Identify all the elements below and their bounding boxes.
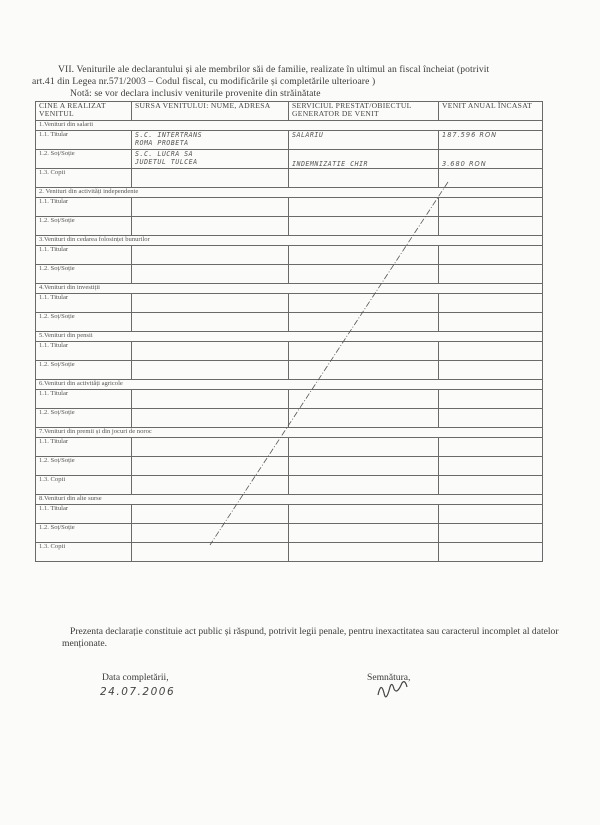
- handwritten-source: S.C. LUCRA SA JUDETUL TULCEA: [132, 150, 289, 169]
- row-label-titular: 1.1. Titular: [36, 198, 132, 217]
- section-salaries: 1.Venituri din salarii: [36, 121, 543, 131]
- row-label-spouse: 1.2. Soț/Soție: [36, 313, 132, 332]
- handwritten-service: INDEMNIZATIE CHIR: [289, 150, 439, 169]
- row-label-spouse: 1.2. Soț/Soție: [36, 361, 132, 380]
- row-label-spouse: 1.2. Soț/Soție: [36, 524, 132, 543]
- header-note: Notă: se vor declara inclusiv veniturile provenite din străinătate: [70, 88, 321, 99]
- date-value: 24.07.2006: [100, 686, 176, 698]
- handwritten-amount: 187.596 RON: [439, 131, 543, 150]
- handwritten-service: SALARIU: [289, 131, 439, 150]
- row-label-titular: 1.1. Titular: [36, 131, 132, 150]
- column-header-who: CINE A REALIZAT VENITUL: [36, 102, 132, 121]
- row-label-children: 1.3. Copii: [36, 476, 132, 495]
- column-header-service: SERVICIUL PRESTAT/OBIECTUL GENERATOR DE VENIT: [289, 102, 439, 121]
- row-label-titular: 1.1. Titular: [36, 505, 132, 524]
- row-label-spouse: 1.2. Soț/Soție: [36, 409, 132, 428]
- header-law-line: art.41 din Legea nr.571/2003 – Codul fiscal, cu modificările și completările ulterioare ): [32, 76, 376, 87]
- table-header-row: [36, 102, 543, 121]
- section-property-use: 3.Venituri din cedarea folosinței bunurilor: [36, 236, 543, 246]
- column-header-income: VENIT ANUAL ÎNCASAT: [439, 102, 543, 121]
- row-label-spouse: 1.2. Soț/Soție: [36, 217, 132, 236]
- row-label-spouse: 1.2. Soț/Soție: [36, 265, 132, 284]
- row-label-spouse: 1.2. Soț/Soție: [36, 150, 132, 169]
- header-title-line: VII. Veniturile ale declarantului și ale membrilor săi de familie, realizate în ultimul an fiscal încheiat (potrivit: [58, 64, 490, 75]
- column-header-source: SURSA VENITULUI: NUME, ADRESA: [132, 102, 289, 121]
- row-label-titular: 1.1. Titular: [36, 342, 132, 361]
- declaration-statement: Prezenta declarație constituie act public și răspund, potrivit legii penale, pentru inexactitatea sau caracterul incomplet al datelor menționate.: [62, 626, 559, 649]
- date-label: Data completării,: [102, 672, 169, 683]
- section-agricultural: 6.Venituri din activități agricole: [36, 380, 543, 390]
- signature-mark: [378, 682, 407, 697]
- section-independent: 2. Venituri din activități independente: [36, 188, 543, 198]
- row-label-titular: 1.1. Titular: [36, 246, 132, 265]
- row-label-titular: 1.1. Titular: [36, 390, 132, 409]
- section-investments: 4.Venituri din investiții: [36, 284, 543, 294]
- row-label-children: 1.3. Copii: [36, 169, 132, 188]
- section-pensions: 5.Venituri din pensii: [36, 332, 543, 342]
- income-table: [35, 101, 543, 562]
- row-label-spouse: 1.2. Soț/Soție: [36, 457, 132, 476]
- row-label-titular: 1.1. Titular: [36, 294, 132, 313]
- section-prizes: 7.Venituri din premii și din jocuri de noroc: [36, 428, 543, 438]
- signature-label: Semnătura,: [367, 672, 411, 683]
- row-label-titular: 1.1. Titular: [36, 438, 132, 457]
- section-other: 8.Venituri din alte surse: [36, 495, 543, 505]
- row-label-children: 1.3. Copii: [36, 543, 132, 562]
- handwritten-amount: 3.680 RON: [439, 150, 543, 169]
- handwritten-source: S.C. INTERTRANS ROMA PROBETA: [132, 131, 289, 150]
